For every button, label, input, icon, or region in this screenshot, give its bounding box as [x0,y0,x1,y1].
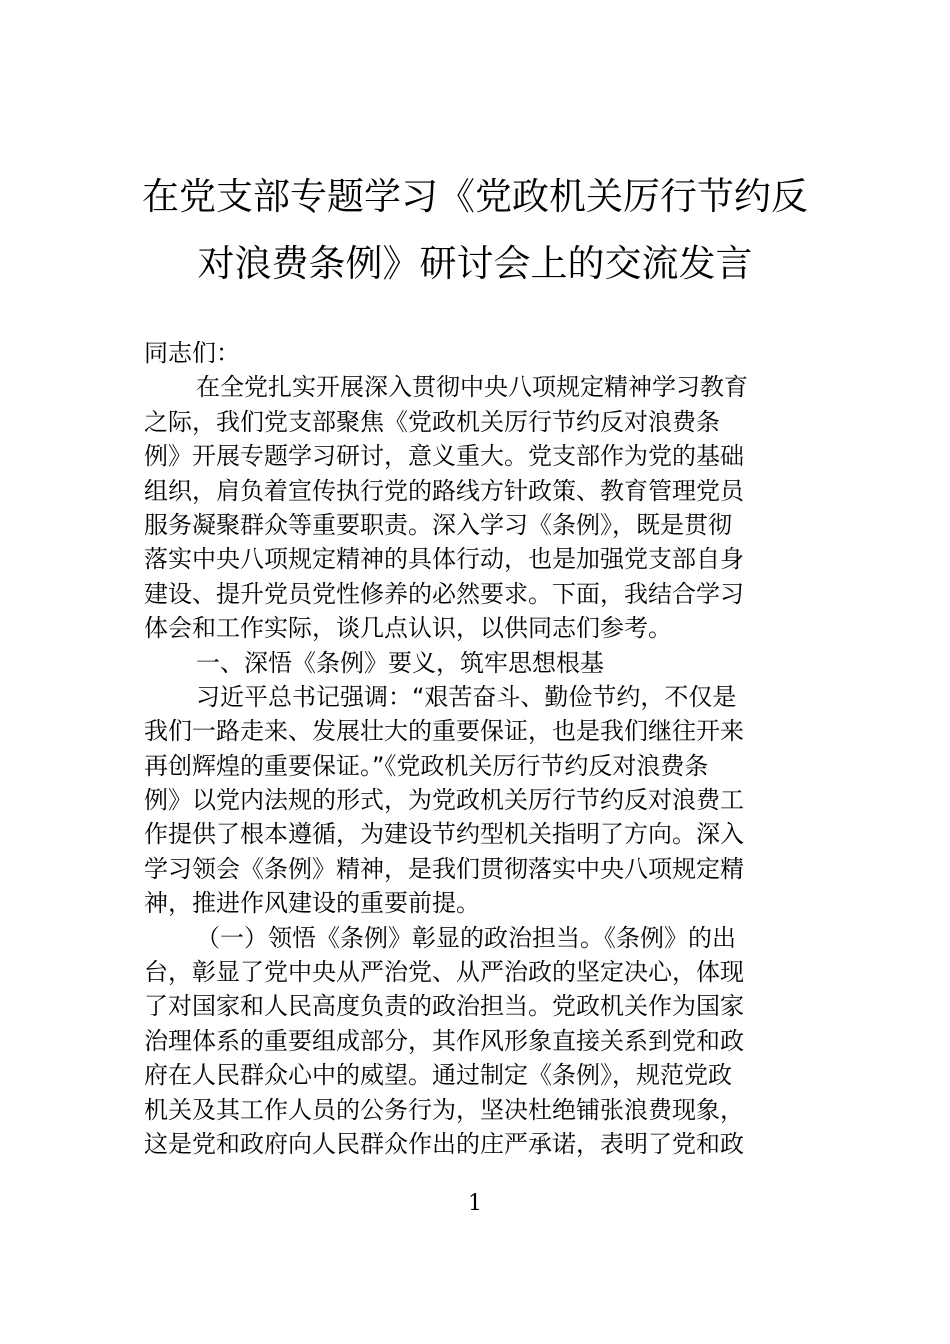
paragraph-line: 作提供了根本遵循，为建设节约型机关指明了方向。深入 [144,820,744,849]
paragraph-line: 在全党扎实开展深入贯彻中央八项规定精神学习教育 [196,373,748,402]
paragraph-line: 府在人民群众心中的威望。通过制定《条例》，规范党政 [144,1061,732,1090]
document-title-line-1: 在党支部专题学习《党政机关厉行节约反 [142,175,808,218]
document-title-line-2: 对浪费条例》研讨会上的交流发言 [197,242,753,285]
document-body [144,336,806,1161]
paragraph-line: 台，彰显了党中央从严治党、从严治政的坚定决心，体现 [144,958,744,987]
paragraph-line: 例》以党内法规的形式，为党政机关厉行节约反对浪费工 [144,786,744,815]
paragraph-line: 神，推进作风建设的重要前提。 [144,889,480,918]
paragraph-line: 了对国家和人民高度负责的政治担当。党政机关作为国家 [144,992,744,1021]
paragraph-line: 例》开展专题学习研讨，意义重大。党支部作为党的基础 [144,442,744,471]
paragraph-line: 落实中央八项规定精神的具体行动，也是加强党支部自身 [144,545,744,574]
paragraph-line: 再创辉煌的重要保证。”《党政机关厉行节约反对浪费条 [144,751,709,780]
paragraph-line: 机关及其工作人员的公务行为，坚决杜绝铺张浪费现象， [144,1095,744,1124]
page-number: 1 [468,1191,482,1216]
paragraph-line: （一）领悟《条例》彰显的政治担当。《条例》的出 [196,923,736,952]
paragraph-line: 建设、提升党员党性修养的必然要求。下面，我结合学习 [144,579,744,608]
paragraph-line: 之际，我们党支部聚焦《党政机关厉行节约反对浪费条 [144,407,720,436]
paragraph-line: 服务凝聚群众等重要职责。深入学习《条例》，既是贯彻 [144,510,732,539]
paragraph-line: 治理体系的重要组成部分，其作风形象直接关系到党和政 [144,1026,744,1055]
paragraph-line: 习近平总书记强调：“艰苦奋斗、勤俭节约，不仅是 [196,682,737,711]
section-heading: 一、深悟《条例》要义，筑牢思想根基 [196,648,604,677]
paragraph-line: 学习领会《条例》精神，是我们贯彻落实中央八项规定精 [144,854,744,883]
salutation: 同志们： [144,339,240,367]
paragraph-line: 我们一路走来、发展壮大的重要保证，也是我们继往开来 [144,717,744,746]
paragraph-line: 组织，肩负着宣传执行党的路线方针政策、教育管理党员 [144,476,744,505]
paragraph-line: 体会和工作实际，谈几点认识，以供同志们参考。 [144,614,672,643]
paragraph-line: 这是党和政府向人民群众作出的庄严承诺，表明了党和政 [144,1129,744,1158]
